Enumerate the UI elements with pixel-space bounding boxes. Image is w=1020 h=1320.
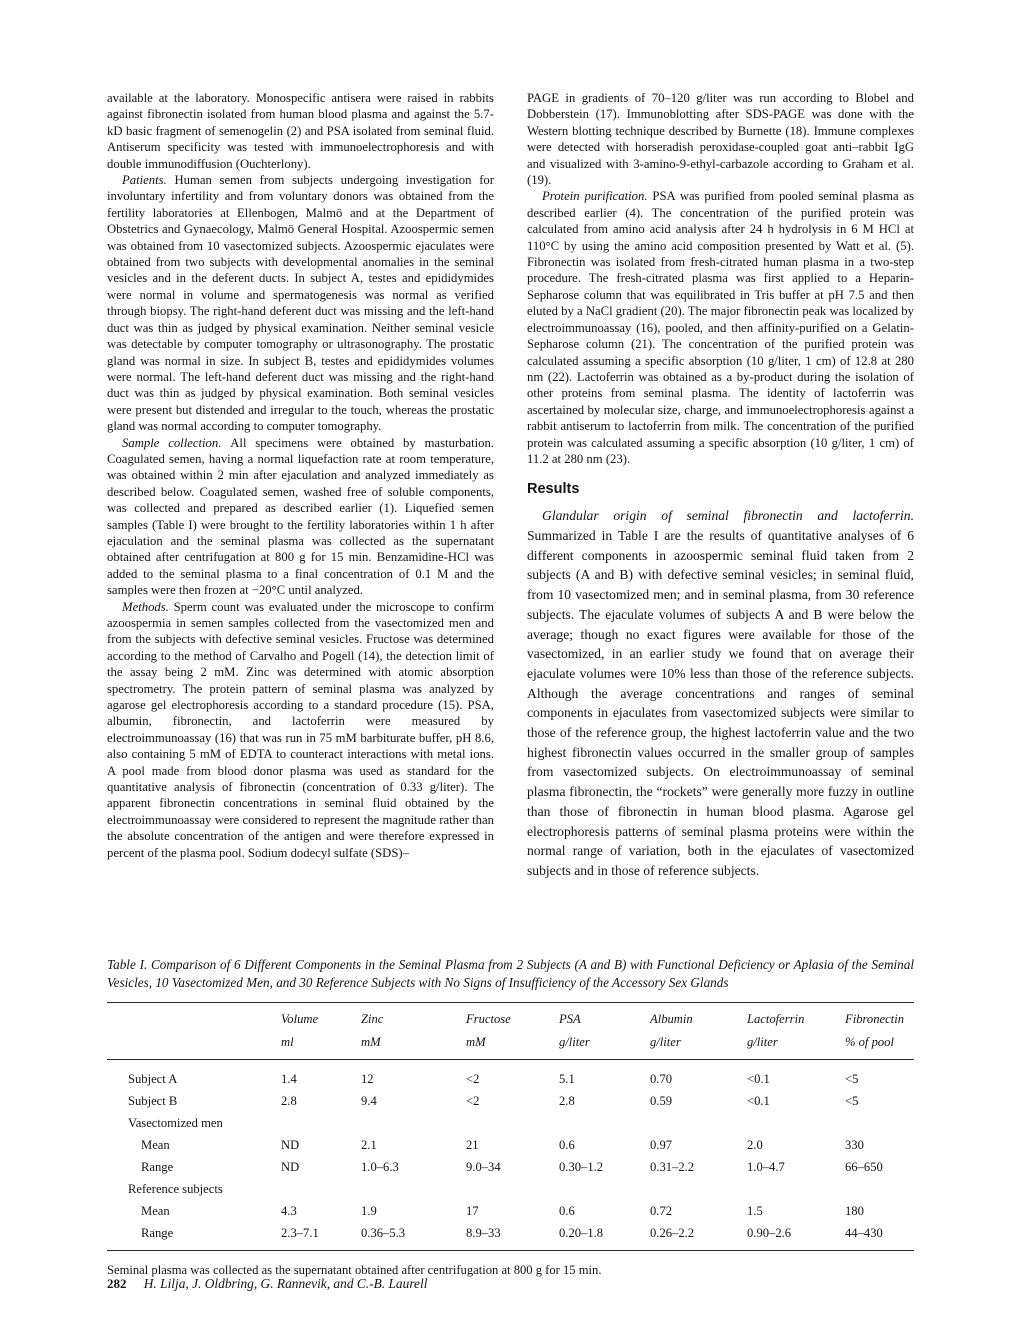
cell: <5	[845, 1072, 859, 1087]
cell: 0.70	[650, 1072, 673, 1087]
cell: 330	[845, 1138, 864, 1153]
cell: 2.1	[361, 1138, 377, 1153]
cell: 1.4	[281, 1072, 297, 1087]
table-caption: Table I. Comparison of 6 Different Components in the Seminal Plasma from 2 Subjects (A and B) with Functional Deficiency or Aplasia of the Seminal Vesicles, 10 Vasectomized Men, and 30 Reference Subjects with No Signs of Insufficiency of the Accessory Sex Glands	[107, 957, 914, 990]
page-footer	[107, 1276, 427, 1292]
body-columns	[107, 90, 914, 881]
cell	[845, 1179, 914, 1201]
col-header-spacer	[107, 1002, 281, 1032]
cell: 0.90–2.6	[747, 1223, 845, 1251]
unit-label: mM	[361, 1032, 466, 1060]
table-section	[107, 956, 914, 1278]
table-row	[107, 1179, 914, 1201]
cell: 4.3	[281, 1204, 297, 1219]
paragraph-lead: Protein purification.	[542, 189, 653, 204]
paragraph-lead: Sample collection.	[122, 435, 231, 450]
cell: 0.30–1.2	[559, 1160, 604, 1175]
cell: 0.59	[650, 1094, 673, 1109]
left-column	[107, 90, 494, 881]
unit-label: g/liter	[559, 1032, 650, 1060]
col-header: Zinc	[361, 1002, 466, 1032]
table-row	[107, 1223, 914, 1251]
table-head	[107, 1002, 914, 1060]
cell: 12	[361, 1072, 374, 1087]
cell: 21	[466, 1138, 479, 1153]
row-label: Subject A	[128, 1072, 178, 1087]
cell: 66–650	[845, 1160, 883, 1175]
table-row	[107, 1157, 914, 1179]
unit-label: ml	[281, 1032, 361, 1060]
unit-label: mM	[466, 1032, 559, 1060]
cell: 8.9–33	[466, 1223, 559, 1251]
cell: 2.8	[281, 1094, 297, 1109]
cell	[361, 1113, 466, 1135]
col-header: Volume	[281, 1002, 361, 1032]
right-column	[527, 90, 914, 881]
cell: <5	[845, 1094, 859, 1109]
cell	[747, 1113, 845, 1135]
cell	[845, 1113, 914, 1135]
paragraph: Protein purification. PSA was purified from pooled seminal plasma as described earlier (4). The concentration of the purified protein was calculated from amino acid analysis after 24 h hydrolysis in 6 M HCl at 110°C by using the amino acid composition presented by Watt et al. (5). Fibronectin was isolated from fresh-citrated human plasma in a two-step procedure. The fresh-citrated plasma was first applied to a Heparin-Sepharose column that was equilibrated in Tris buffer at pH 7.5 and then eluted by a NaCl gradient (20). The major fibronectin peak was localized by electroimmunoassay (16), pooled, and then affinity-purified on a Gelatin-Sepharose column (21). The concentration of the purified protein was calculated assuming a specific absorption (10 g/liter, 1 cm) of 12.8 at 280 nm (22). Lactoferrin was obtained as a by-product during the isolation of other proteins from seminal plasma. The identity of lactoferrin was ascertained by molecular size, charge, and immunoelectrophoresis against a rabbit antiserum to lactoferrin from milk. The concentration of the purified protein was calculated assuming a specific absorption (10 g/liter, 1 cm) of 11.2 at 280 nm (23).	[527, 189, 915, 466]
cell: 0.97	[650, 1138, 673, 1153]
cell: 44–430	[845, 1223, 914, 1251]
paragraph: Methods. Sperm count was evaluated under the microscope to confirm azoospermia in semen samples collected from the vasectomized men and from the subjects with defective seminal vesicles. Fructose was determined according to the method of Carvalho and Pogell (14), the detection limit of the assay being 2 mM. Zinc was determined with atomic absorption spectrometry. The protein pattern of seminal plasma was analyzed by agarose gel electrophoresis according to a standard procedure (15). PSA, albumin, fibronectin, and lactoferrin were measured by electroimmunoassay (16) that was run in 75 mM barbiturate buffer, pH 8.6, also containing 5 mM of EDTA to counteract interactions with metal ions. A pool made from blood donor plasma was used as standard for the quantitative analysis of fibronectin (concentration of 0.33 g/liter). The apparent fibronectin concentrations in seminal fluid obtained by the electroimmunoassay were considered to represent the magnitude rather than the absolute concentration of the antigen and were therefore expressed in percent of the plasma pool. Sodium dodecyl sulfate (SDS)–	[107, 599, 494, 860]
cell	[559, 1113, 650, 1135]
cell: 0.6	[559, 1204, 575, 1219]
cell: 0.72	[650, 1204, 673, 1219]
table-footnote: Seminal plasma was collected as the supernatant obtained after centrifugation at 800 g for 15 min.	[107, 1263, 602, 1278]
row-label: Vasectomized men	[128, 1116, 223, 1131]
cell	[466, 1113, 559, 1135]
cell	[747, 1179, 845, 1201]
row-label: Subject B	[128, 1094, 178, 1109]
table-header-row	[107, 1002, 914, 1032]
cell: 2.0	[747, 1138, 763, 1153]
cell: 1.0–4.7	[747, 1160, 785, 1175]
col-header: Fructose	[466, 1002, 559, 1032]
cell: 0.31–2.2	[650, 1160, 695, 1175]
paragraph: PAGE in gradients of 70–120 g/liter was run according to Blobel and Dobberstein (17). Immunoblotting after SDS-PAGE was done with the Western blotting technique described by Burnette (18). Immune complexes were detected with horseradish peroxidase-coupled goat anti–rabbit IgG and visualized with 3-amino-9-ethyl-carbazole according to Graham et al. (19).	[527, 91, 914, 188]
cell: 9.4	[361, 1094, 377, 1109]
cell	[281, 1113, 361, 1135]
unit-label: g/liter	[650, 1032, 747, 1060]
paragraph-lead: Patients.	[122, 173, 175, 188]
results-heading: Results	[527, 481, 580, 498]
cell	[466, 1179, 559, 1201]
cell: 17	[466, 1204, 479, 1219]
cell	[650, 1113, 747, 1135]
cell: 0.6	[559, 1138, 575, 1153]
cell: <0.1	[747, 1072, 770, 1087]
paragraph: Patients. Human semen from subjects undergoing investigation for involuntary infertility and from voluntary donors was obtained from the fertility laboratories at Ellenbogen, Malmö and at the Department of Obstetrics and Gynaecology, Malmö General Hospital. Azoospermic semen was obtained from 10 vasectomized subjects. Azoospermic ejaculates were obtained from two subjects with developmental anomalies in the seminal vesicles and in the deferent ducts. In subject A, testes and epididymides were normal in volume and spermatogenesis was normal as verified through biopsy. The right-hand deferent duct was missing and the left-hand duct was thin as judged by physical examination. Neither seminal vesicle was detectable by computer tomography or ultrasonography. The prostatic gland was normal in size. In subject B, testes and epididymides volumes were normal. The left-hand deferent duct was missing and the right-hand duct was thin as judged by physical examination. Both seminal vesicles were present but distended and irregular to the touch, whereas the prostatic gland was normal according to computer tomography.	[107, 173, 494, 434]
col-header: Fibronectin	[845, 1002, 914, 1032]
cell: 1.5	[747, 1204, 763, 1219]
running-authors: H. Lilja, J. Oldbring, G. Rannevik, and C.-B. Laurell	[143, 1276, 428, 1291]
col-header: Albumin	[650, 1002, 747, 1032]
cell: 0.26–2.2	[650, 1223, 747, 1251]
cell: 0.36–5.3	[361, 1223, 466, 1251]
table-row	[107, 1060, 914, 1091]
cell: 1.0–6.3	[361, 1160, 399, 1175]
data-table	[107, 1002, 914, 1252]
page-number: 282	[107, 1276, 127, 1291]
col-header: PSA	[559, 1002, 650, 1032]
cell: 2.8	[559, 1094, 575, 1109]
row-label: Mean	[141, 1204, 170, 1219]
row-label: Range	[141, 1160, 174, 1175]
cell	[559, 1179, 650, 1201]
row-label: Range	[107, 1223, 281, 1251]
cell: ND	[281, 1138, 300, 1153]
paragraph: Glandular origin of seminal fibronectin and lactoferrin. Summarized in Table I are the results of quantitative analyses of 6 different components in azoospermic seminal fluid taken from 2 subjects (A and B) with defective seminal vesicles; in seminal fluid, from 10 vasectomized men; and in seminal plasma, from 30 reference subjects. The ejaculate volumes of subjects A and B were below the average; though no exact figures were available for those of the vasectomized, in an earlier study we found that on average their ejaculate volumes were 10% less than those of the reference subjects. Although the average concentrations and ranges of seminal components in ejaculates from vasectomized subjects were similar to those of the reference group, the highest lactoferrin value and the two highest fibronectin values occurred in the smaller group of samples from vasectomized subjects. On electroimmunoassay of seminal plasma fibronectin, the “rockets” were generally more fuzzy in outline than those of fibronectin in human blood plasma. Agarose gel electrophoresis patterns of seminal plasma proteins were within the normal range of variation, both in the ejaculates of vasectomized subjects and in those of reference subjects.	[527, 508, 914, 878]
paragraph-lead: Methods.	[122, 599, 174, 614]
unit-spacer	[107, 1032, 281, 1060]
col-header: Lactoferrin	[747, 1002, 845, 1032]
cell: 2.3–7.1	[281, 1223, 361, 1251]
cell: 0.20–1.8	[559, 1223, 650, 1251]
row-label: Mean	[141, 1138, 170, 1153]
cell: 5.1	[559, 1072, 575, 1087]
unit-label: g/liter	[747, 1032, 845, 1060]
cell	[281, 1179, 361, 1201]
row-label: Reference subjects	[128, 1182, 223, 1197]
table-row	[107, 1091, 914, 1113]
table-row	[107, 1201, 914, 1223]
cell	[361, 1179, 466, 1201]
cell: 1.9	[361, 1204, 377, 1219]
paragraph: Sample collection. All specimens were obtained by masturbation. Coagulated semen, having a normal liquefaction rate at room temperature, was obtained within 2 min after ejaculation and analyzed immediately as described below. Coagulated semen, washed free of soluble components, was collected and prepared as described earlier (1). Liquefied semen samples (Table I) were brought to the fertility laboratories within 1 h after ejaculation and the seminal plasma was collected as the supernatant obtained after centrifugation at 800 g for 15 min. Benzamidine-HCl was added to the seminal plasma to a final concentration of 0.1 M and the samples were then frozen at −20°C until analyzed.	[107, 435, 494, 598]
cell: <2	[466, 1072, 480, 1087]
paragraph: available at the laboratory. Monospecific antisera were raised in rabbits against fibronectin isolated from human blood plasma and against the 5.7-kD basic fragment of semenogelin (2) and PSA isolated from seminal fluid. Antiserum specificity was tested with immunoelectrophoresis and with double immunodiffusion (Ouchterlony).	[107, 91, 494, 171]
cell: ND	[281, 1160, 300, 1175]
table-row	[107, 1135, 914, 1157]
table-units-row	[107, 1032, 914, 1060]
cell: 180	[845, 1204, 864, 1219]
cell	[650, 1179, 747, 1201]
cell: <0.1	[747, 1094, 770, 1109]
table-row	[107, 1113, 914, 1135]
unit-label: % of pool	[845, 1032, 914, 1060]
paragraph-lead: Glandular origin of seminal fibronectin and lactoferrin.	[542, 508, 914, 524]
cell: <2	[466, 1094, 480, 1109]
cell: 9.0–34	[466, 1160, 501, 1175]
table-body	[107, 1060, 914, 1251]
